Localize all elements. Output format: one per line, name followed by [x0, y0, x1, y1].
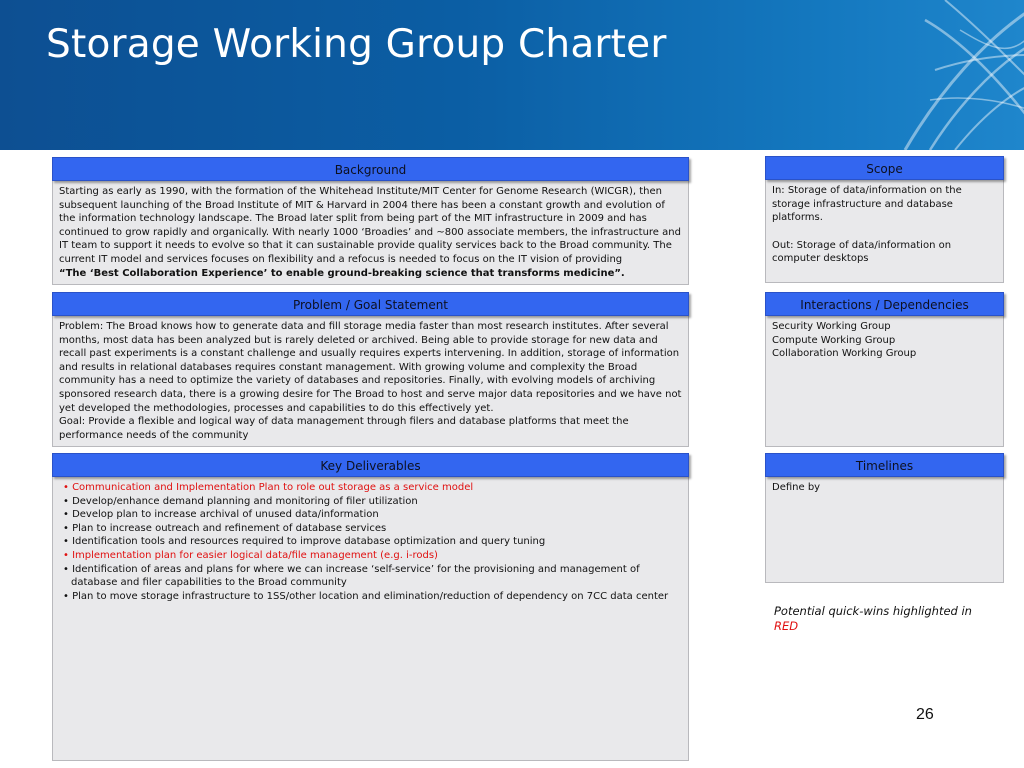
deliverables-panel	[52, 453, 689, 761]
deliverable-item: • Plan to increase outreach and refinement of database services	[63, 522, 387, 534]
page-number: 26	[916, 706, 934, 723]
scope-in-text: In: Storage of data/information on the storage infrastructure and database platforms.	[772, 185, 962, 224]
scope-body	[765, 180, 1004, 283]
deliverable-item: • Develop/enhance demand planning and monitoring of filer utilization	[63, 495, 418, 507]
deliverable-item: • Plan to move storage infrastructure to 1SS/other location and elimination/reduction of dependency on 7CC data center	[63, 590, 669, 602]
background-header: Background	[52, 157, 689, 181]
problem-text: Problem: The Broad knows how to generate data and fill storage media faster than most research institutes. After several months, most data has been analyzed but is rarely deleted or archived. Being able to provide storage for new data and recall past experiments is a constant challenge and usually requires experts intervening. In addition, storage of information and results in relational databases requires constant management. With growing volume and complexity the Broad community has a need to optimize the variety of databases and repositories. Finally, with evolving models of archiving sponsored research data, there is a growing desire for The Broad to host and serve major data repositories and we have not yet developed the methodologies, processes and capabilities to do this effectively yet.	[59, 321, 682, 414]
interactions-panel	[765, 292, 1004, 447]
slide-title: Storage Working Group Charter	[46, 22, 667, 67]
interaction-item: Compute Working Group	[772, 334, 896, 346]
timelines-header: Timelines	[765, 453, 1004, 477]
problem-goal-header: Problem / Goal Statement	[52, 292, 689, 316]
background-text: Starting as early as 1990, with the formation of the Whitehead Institute/MIT Center for Genome Research (WICGR), then subsequent launching of the Broad Institute of MIT & Harvard in 2004 there has been a constant growth and evolution of the information technology landscape. The Broad later split from being part of the MIT infrastructure in 2009 and has continued to grow rapidly and organically. With nearly 1000 ‘Broadies’ and ~800 associate members, the infrastructure and IT team to support it needs to evolve so that it can sustainable provide quality services back to the Broad community. The current IT model and services focuses on flexibility and a refocus is needed to focus on the IT vision of providing	[59, 186, 681, 265]
background-vision: “The ‘Best Collaboration Experience’ to enable ground-breaking science that transforms medicine”.	[59, 267, 625, 279]
background-panel	[52, 157, 689, 285]
interactions-body	[765, 316, 1004, 447]
title-banner	[0, 0, 1024, 150]
timelines-panel	[765, 453, 1004, 583]
background-body	[52, 181, 689, 285]
scope-panel	[765, 156, 1004, 283]
problem-goal-body	[52, 316, 689, 447]
interaction-item: Collaboration Working Group	[772, 348, 917, 360]
deliverables-header: Key Deliverables	[52, 453, 689, 477]
deliverable-item: • Communication and Implementation Plan to role out storage as a service model	[63, 482, 474, 493]
deliverables-body	[52, 477, 689, 761]
scope-out-text: Out: Storage of data/information on computer desktops	[772, 239, 952, 265]
goal-text: Goal: Provide a flexible and logical way of data management through filers and database platforms that meet the performance needs of the community	[59, 416, 629, 441]
quick-wins-highlight: RED	[774, 619, 799, 633]
timelines-text: Define by	[772, 482, 821, 493]
timelines-body	[765, 477, 1004, 583]
quick-wins-note	[774, 604, 989, 634]
interaction-item: Security Working Group	[772, 321, 891, 332]
deliverable-item: • Identification of areas and plans for where we can increase ‘self-service’ for the provisioning and management of database and filer capabilities to the Broad community	[63, 563, 640, 589]
deliverable-item: • Identification tools and resources required to improve database optimization and query tuning	[63, 536, 546, 548]
scope-header: Scope	[765, 156, 1004, 180]
deliverable-item: • Develop plan to increase archival of unused data/information	[63, 509, 379, 521]
problem-goal-panel	[52, 292, 689, 447]
quick-wins-text: Potential quick-wins highlighted in	[774, 604, 972, 618]
interactions-header: Interactions / Dependencies	[765, 292, 1004, 316]
deliverable-item: • Implementation plan for easier logical data/file management (e.g. i-rods)	[63, 549, 438, 561]
